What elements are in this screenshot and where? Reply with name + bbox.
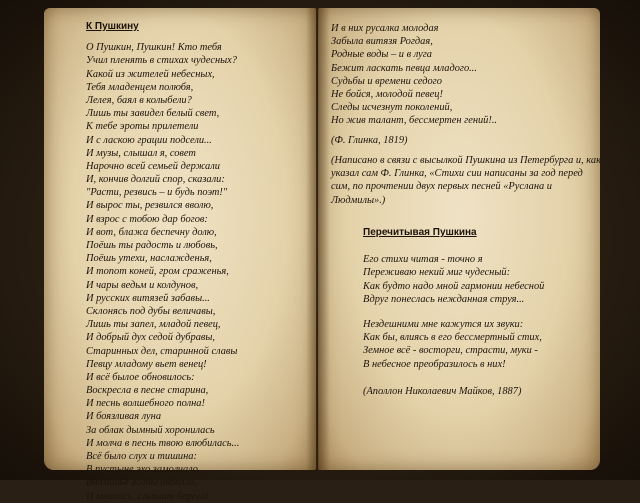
stanza-line: Как будто надо мной гармонии небесной — [363, 280, 545, 292]
poem-line: Поёшь ты радость и любовь, — [86, 240, 218, 251]
poem-line: И вот, блажа беспечну долю, — [86, 226, 217, 238]
poem-title: К Пушкину — [86, 21, 139, 32]
second-poem — [363, 226, 544, 398]
poem-line: Не бойся, молодой певец! — [331, 88, 443, 100]
left-page-text — [86, 20, 239, 503]
poem-line: Какой из жителей небесных, — [86, 68, 215, 80]
stanza-line: Как бы, влиясь в его бессмертный стих, — [363, 332, 542, 344]
poem-line: И молча в песнь твою влюбилась... — [86, 437, 240, 449]
stanza-line: Вдруг понеслась нежданная струя... — [363, 293, 525, 305]
poem-line: Всё было слух и тишина: — [86, 451, 197, 462]
poem-line: Старинных дел, старинной славы — [86, 345, 238, 357]
poem-line: И русских витязей забавы... — [86, 292, 210, 304]
book-spine — [306, 8, 330, 470]
poem-line: И мнилось, слышит берега! — [86, 490, 210, 502]
poem-line: "Расти, резвись – и будь поэт!" — [86, 187, 228, 199]
poem-line: И взрос с тобою дар богов: — [86, 213, 208, 225]
left-poem-lines — [86, 41, 239, 503]
poem-line: Забыла витязя Рогдая, — [331, 36, 433, 48]
poem-line: Бежит ласкать певца младого... — [331, 62, 477, 74]
poem-line: И чары ведьм и колдунов, — [86, 279, 199, 291]
poem-line: Учил пленять в стихах чудесных? — [86, 55, 237, 67]
attribution-text: (Ф. Глинка, 1819) — [331, 135, 408, 146]
poem-line: Вниманье волны оковало, — [86, 477, 198, 489]
poem-line: Лишь ты запел, младой певец, — [86, 319, 221, 331]
right-page-poem-end — [331, 22, 497, 128]
stanza-line: Нездешними мне кажутся их звуки: — [363, 318, 524, 330]
poem-line: И всё былое обновилось: — [86, 371, 195, 383]
poem-line: И музы, слышал я, совет — [86, 147, 196, 159]
poem-line: И топот коней, гром сраженья, — [86, 266, 229, 278]
stanza-1 — [363, 253, 544, 306]
attribution — [331, 134, 407, 147]
poem-line: Родные воды – и в луга — [331, 49, 432, 61]
stanza-line: Его стихи читая - точно я — [363, 254, 483, 266]
poem-line: И в них русалка молодая — [331, 23, 439, 34]
poem-line: Но жив талант, бессмертен гений!.. — [331, 115, 498, 127]
poem-line: Тебя младенцем полюбя, — [86, 81, 194, 93]
poem-line: Лелея, баял в колыбели? — [86, 94, 192, 106]
stanza-line: В небесное преобразилось в них! — [363, 358, 506, 370]
poem-line: И добрый дух седой дубравы, — [86, 332, 216, 344]
historical-note — [331, 154, 603, 207]
poem-line: В пустыне эхо замолчало, — [86, 464, 201, 476]
historical-note-text: (Написано в связи с высылкой Пушкина из Петербурга и, как указал сам Ф. Глинка, «Стихи сии написаны за год перед сим, по прочтении двух первых песней «Руслана и Людмилы».) — [331, 155, 601, 206]
poem-line: Судьбы и времени седого — [331, 75, 442, 87]
poem-line: И боязливая луна — [86, 411, 162, 423]
poem-line: И песнь волшебного полна! — [86, 398, 205, 410]
poem-line: Следы исчезнут поколений, — [331, 102, 453, 114]
poem-line: Поёшь утехи, наслажденья, — [86, 253, 212, 265]
stanza-2 — [363, 318, 544, 371]
poem-line: О Пушкин, Пушкин! Кто тебя — [86, 42, 222, 54]
poem-line: К тебе эроты прилетели — [86, 121, 199, 133]
poem-line: Воскресла в песне старина, — [86, 385, 209, 397]
poem-line: Нарочно всей семьей держали — [86, 160, 220, 172]
poem-line: И с ласкою грации подсели... — [86, 134, 212, 146]
poem-line: За облак дымный хоронилась — [86, 424, 215, 436]
stanza-line: Переживаю некий миг чудесный: — [363, 267, 511, 279]
poem-line: И вырос ты, резвился вволю, — [86, 200, 214, 212]
poem-line: Склонясь под дубы величавы, — [86, 305, 216, 317]
poem-line: Певцу младому вьет венец! — [86, 358, 207, 370]
second-poem-title: Перечитывая Пушкина — [363, 227, 477, 238]
stanza-line: Земное всё - восторги, страсти, муки - — [363, 345, 538, 357]
poem-line: Лишь ты завидел белый свет, — [86, 108, 220, 120]
right-poem-lines — [331, 22, 497, 128]
second-attribution: (Аполлон Николаевич Майков, 1887) — [363, 385, 522, 397]
poem-line: И, кончив долгий спор, сказали: — [86, 174, 225, 186]
